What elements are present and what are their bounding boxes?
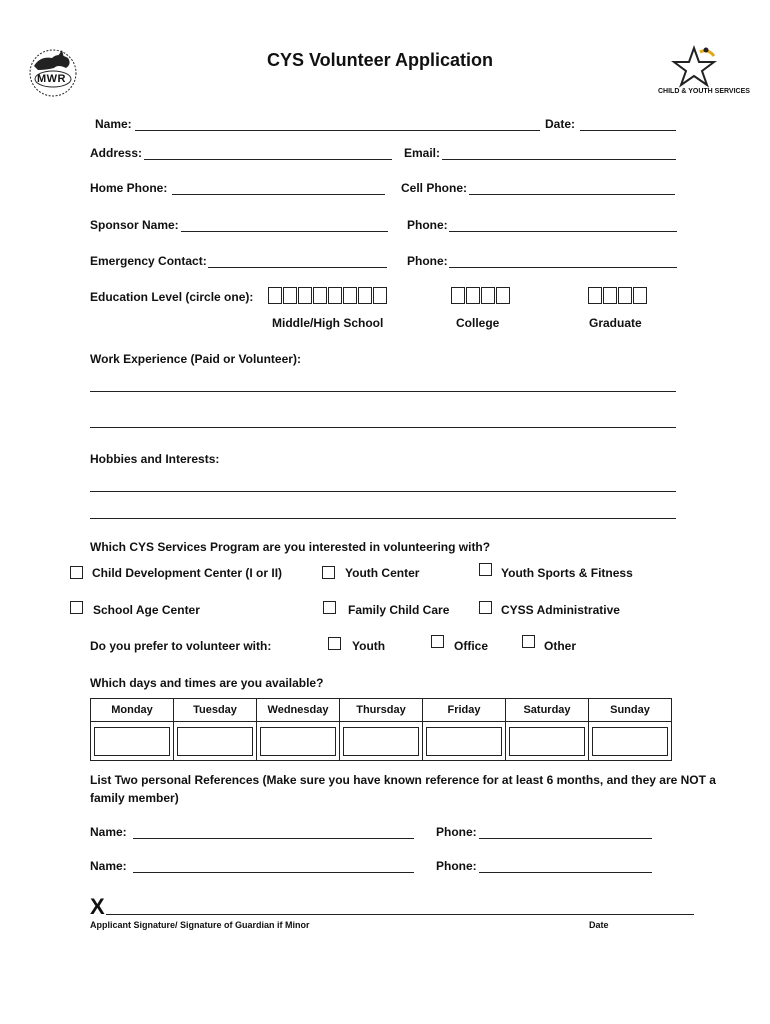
availability-input[interactable] <box>260 727 336 756</box>
availability-table <box>90 698 672 761</box>
signature-field[interactable] <box>106 914 694 915</box>
programs-question: Which CYS Services Program are you interested in volunteering with? <box>90 540 491 554</box>
availability-input[interactable] <box>94 727 170 756</box>
program-label-child-development-center: Child Development Center (I or II) <box>92 566 283 580</box>
page-title: CYS Volunteer Application <box>267 50 494 70</box>
sponsor-name-field[interactable] <box>181 231 388 232</box>
preference-label-office: Office <box>454 639 489 653</box>
availability-cell <box>257 722 340 761</box>
signature-mark: X <box>90 894 105 919</box>
college-boxes[interactable] <box>451 287 511 304</box>
preference-checkbox-youth[interactable] <box>328 637 341 650</box>
program-label-youth-sports-fitness: Youth Sports & Fitness <box>501 566 633 580</box>
emergency-contact-label: Emergency Contact: <box>90 254 207 268</box>
availability-cell <box>340 722 423 761</box>
sponsor-phone-field[interactable] <box>449 231 677 232</box>
availability-cell <box>91 722 174 761</box>
date-label: Date: <box>545 117 576 131</box>
mwr-logo-text: MWR <box>37 73 66 85</box>
availability-question: Which days and times are you available? <box>90 676 324 690</box>
references-instructions: List Two personal References (Make sure you have known reference for at least 6 months, and they are NOT a <box>90 773 716 787</box>
email-field[interactable] <box>442 159 676 160</box>
signature-date-label: Date <box>589 920 609 930</box>
program-checkbox-cyss-administrative[interactable] <box>479 601 492 614</box>
address-field[interactable] <box>144 159 392 160</box>
cys-logo <box>656 44 750 100</box>
reference-2-name-label: Name: <box>90 859 127 873</box>
work-experience-line-2[interactable] <box>90 427 676 428</box>
education-level-graduate: Graduate <box>589 316 642 330</box>
emergency-contact-field[interactable] <box>208 267 387 268</box>
education-level-middle-high-school: Middle/High School <box>272 316 384 330</box>
preference-label-other: Other <box>544 639 577 653</box>
reference-2-name-field[interactable] <box>133 872 414 873</box>
program-label-youth-center: Youth Center <box>345 566 420 580</box>
hobbies-line-1[interactable] <box>90 491 676 492</box>
availability-cell <box>423 722 506 761</box>
home-phone-field[interactable] <box>172 194 385 195</box>
cys-logo-text: CHILD & YOUTH SERVICES <box>658 88 750 95</box>
program-checkbox-youth-center[interactable] <box>322 566 335 579</box>
cell-phone-label: Cell Phone: <box>401 181 468 195</box>
preference-checkbox-office[interactable] <box>431 635 444 648</box>
hobbies-label: Hobbies and Interests: <box>90 452 220 466</box>
reference-1-phone-field[interactable] <box>479 838 652 839</box>
program-label-school-age-center: School Age Center <box>93 603 200 617</box>
address-label: Address: <box>90 146 143 160</box>
day-header: Wednesday <box>257 699 340 722</box>
mwr-logo <box>28 48 78 98</box>
preference-question: Do you prefer to volunteer with: <box>90 639 272 653</box>
program-label-cyss-administrative: CYSS Administrative <box>501 603 620 617</box>
preference-checkbox-other[interactable] <box>522 635 535 648</box>
program-checkbox-family-child-care[interactable] <box>323 601 336 614</box>
home-phone-label: Home Phone: <box>90 181 168 195</box>
emergency-phone-label: Phone: <box>407 254 448 268</box>
availability-cell <box>589 722 672 761</box>
references-instructions-cont: family member) <box>90 791 179 805</box>
reference-2-phone-label: Phone: <box>436 859 477 873</box>
education-label: Education Level (circle one): <box>90 290 254 304</box>
name-field[interactable] <box>135 130 540 131</box>
name-label: Name: <box>95 117 132 131</box>
day-header: Thursday <box>340 699 423 722</box>
availability-input[interactable] <box>426 727 502 756</box>
sponsor-name-label: Sponsor Name: <box>90 218 179 232</box>
availability-cell <box>174 722 257 761</box>
day-header: Monday <box>91 699 174 722</box>
sponsor-phone-label: Phone: <box>407 218 448 232</box>
reference-1-name-field[interactable] <box>133 838 414 839</box>
applicant-signature-label: Applicant Signature/ Signature of Guardian if Minor <box>90 920 310 930</box>
work-experience-label: Work Experience (Paid or Volunteer): <box>90 352 301 366</box>
preference-label-youth: Youth <box>352 639 386 653</box>
cell-phone-field[interactable] <box>469 194 675 195</box>
reference-1-phone-label: Phone: <box>436 825 477 839</box>
availability-input[interactable] <box>592 727 668 756</box>
day-header: Tuesday <box>174 699 257 722</box>
middle-high-school-boxes[interactable] <box>268 287 388 304</box>
emergency-phone-field[interactable] <box>449 267 677 268</box>
day-header: Saturday <box>506 699 589 722</box>
availability-cell <box>506 722 589 761</box>
education-level-college: College <box>456 316 500 330</box>
availability-input[interactable] <box>177 727 253 756</box>
reference-1-name-label: Name: <box>90 825 127 839</box>
reference-2-phone-field[interactable] <box>479 872 652 873</box>
day-header: Friday <box>423 699 506 722</box>
day-header: Sunday <box>589 699 672 722</box>
graduate-boxes[interactable] <box>588 287 648 304</box>
program-checkbox-youth-sports-fitness[interactable] <box>479 563 492 576</box>
program-label-family-child-care: Family Child Care <box>348 603 450 617</box>
email-label: Email: <box>404 146 441 160</box>
availability-input[interactable] <box>509 727 585 756</box>
program-checkbox-child-development-center[interactable] <box>70 566 83 579</box>
program-checkbox-school-age-center[interactable] <box>70 601 83 614</box>
availability-input[interactable] <box>343 727 419 756</box>
hobbies-line-2[interactable] <box>90 518 676 519</box>
date-field[interactable] <box>580 130 676 131</box>
work-experience-line-1[interactable] <box>90 391 676 392</box>
